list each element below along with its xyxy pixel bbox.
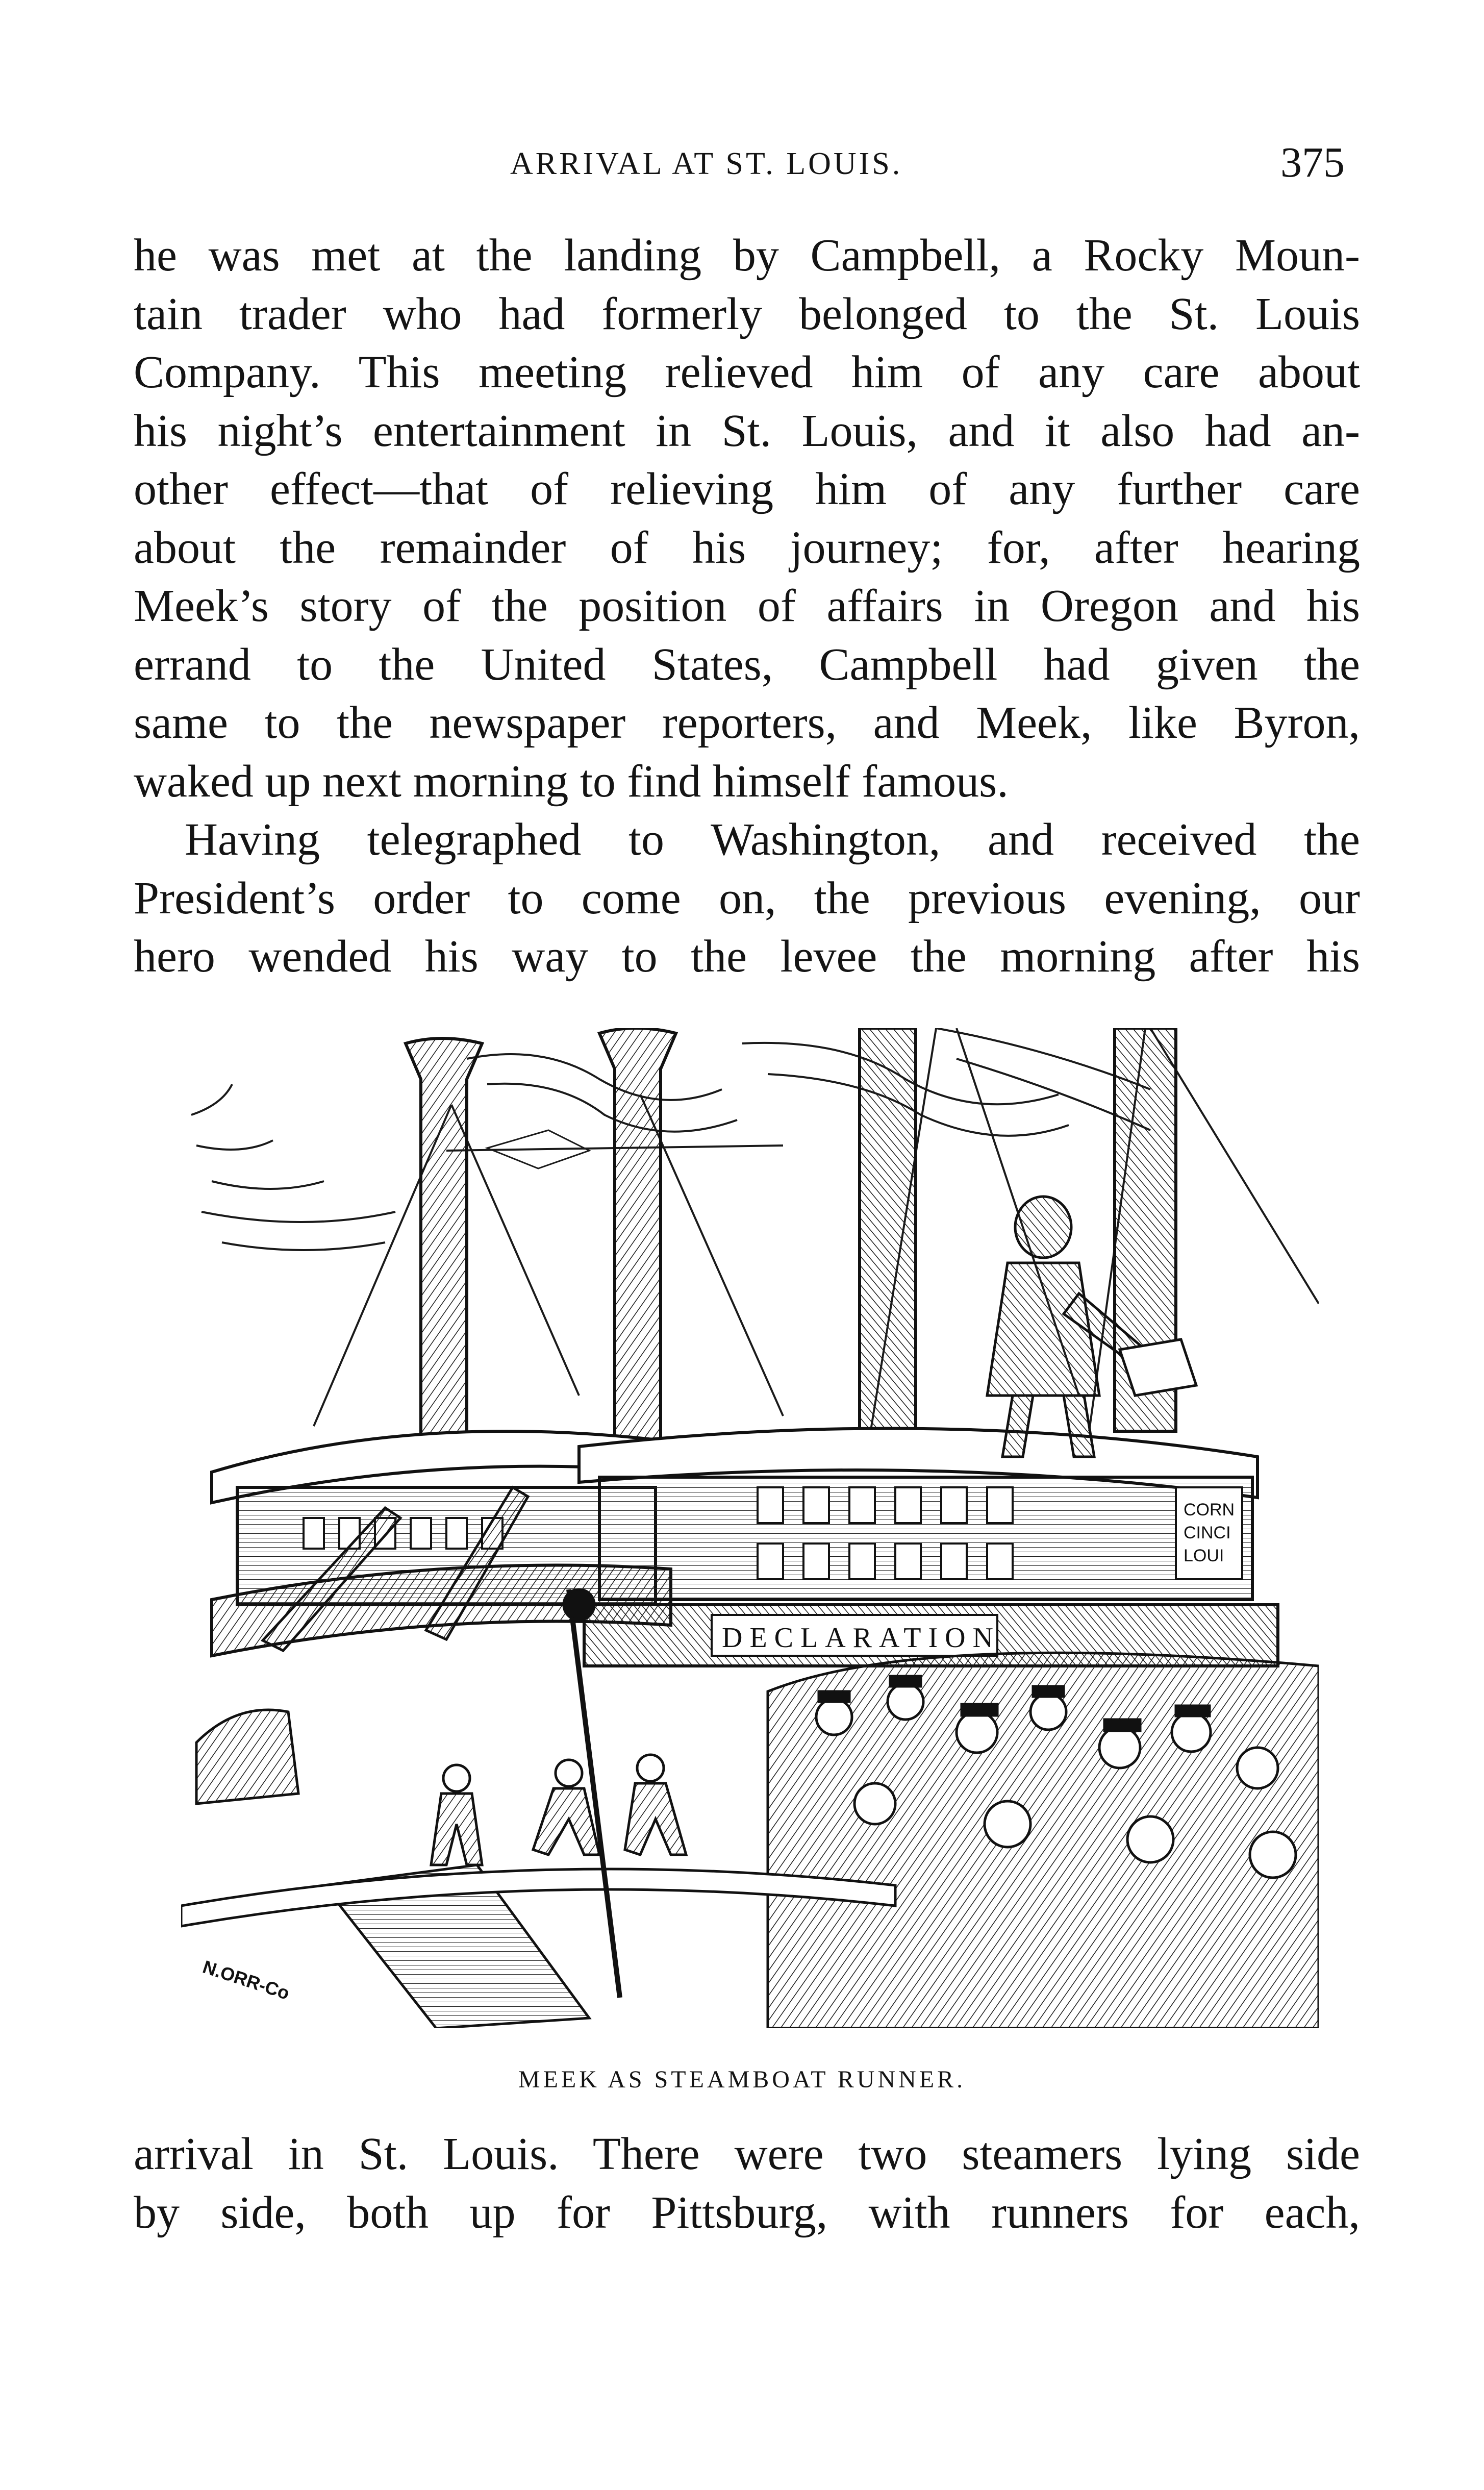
- text-line: hero wended his way to the levee the morning after his: [134, 931, 1360, 982]
- crowd: [768, 1653, 1319, 2028]
- text-line: he was met at the landing by Campbell, a Rocky Moun-: [134, 230, 1360, 281]
- sign-line: CINCI: [1184, 1523, 1231, 1542]
- sign-line: CORN: [1184, 1500, 1235, 1520]
- page-header: [0, 138, 1484, 194]
- running-head: ARRIVAL AT ST. LOUIS.: [510, 146, 903, 181]
- boat-name-label: DECLARATION: [722, 1622, 1000, 1654]
- text-line: other effect—that of relieving him of any further care: [134, 464, 1360, 514]
- text-line: by side, both up for Pittsburg, with runners for each,: [134, 2187, 1360, 2238]
- text-line: Company. This meeting relieved him of any care about: [134, 347, 1360, 397]
- smoke-lines: [191, 1028, 1150, 1250]
- engraver-signature: N.ORR-Co: [200, 1956, 292, 2004]
- text-line: same to the newspaper reporters, and Meek, like Byron,: [134, 698, 1360, 748]
- text-line: his night’s entertainment in St. Louis, and it also had an-: [134, 405, 1360, 456]
- text-line: arrival in St. Louis. There were two steamers lying side: [134, 2129, 1360, 2179]
- text-line: about the remainder of his journey; for, after hearing: [134, 522, 1360, 573]
- steamboat-illustration: [181, 1028, 1319, 2028]
- body-text-top: [134, 227, 1360, 986]
- text-line: waked up next morning to find himself famous.: [134, 756, 1009, 807]
- page-number: 375: [1280, 139, 1345, 186]
- text-line: Having telegraphed to Washington, and received the: [185, 814, 1360, 865]
- body-text-bottom: [134, 2125, 1360, 2242]
- illustration-caption: MEEK AS STEAMBOAT RUNNER.: [518, 2066, 966, 2093]
- text-line: President’s order to come on, the previous evening, our: [134, 873, 1360, 924]
- right-steamboat: [579, 1428, 1278, 1666]
- text-line: errand to the United States, Campbell had given the: [134, 639, 1360, 690]
- text-line: Meek’s story of the position of affairs in Oregon and his: [134, 581, 1360, 631]
- sign-line: LOUI: [1184, 1546, 1224, 1565]
- text-line: tain trader who had formerly belonged to the St. Louis: [134, 288, 1360, 339]
